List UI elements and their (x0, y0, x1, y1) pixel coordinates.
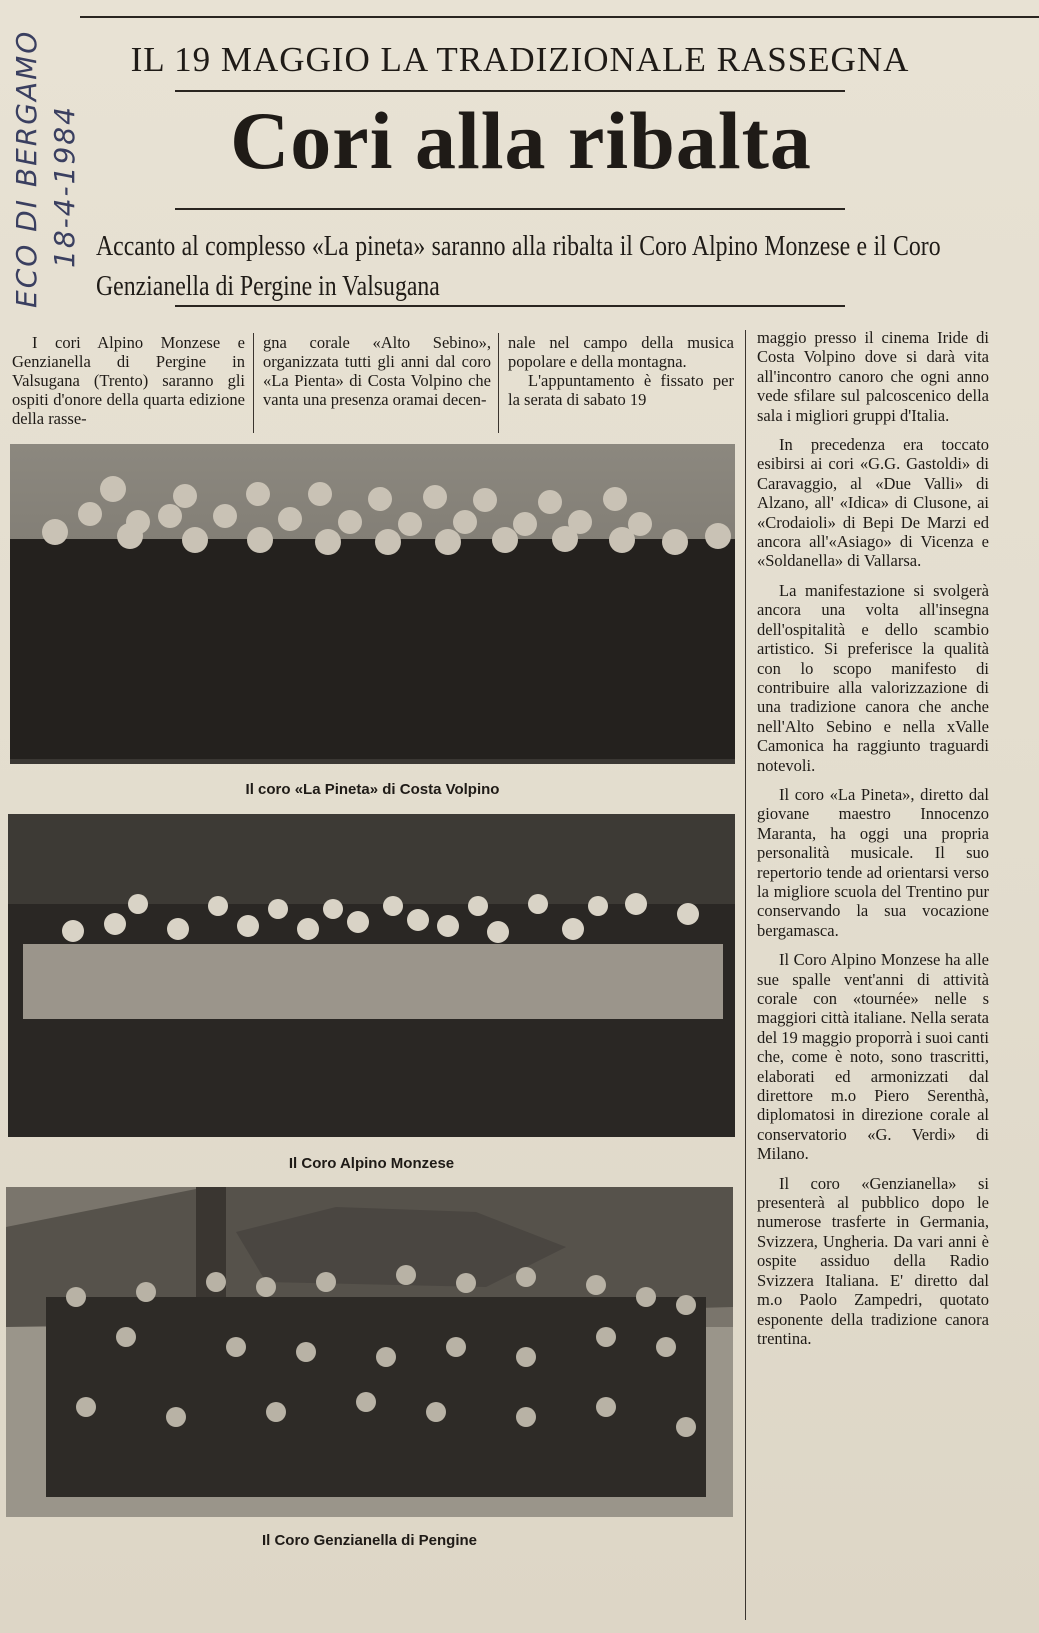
column-divider (253, 333, 254, 433)
text-column-right (757, 328, 989, 1358)
headline: Cori alla ribalta (230, 95, 812, 186)
choir-photo-dark (10, 444, 735, 764)
photo-caption: Il coro «La Pineta» di Costa Volpino (245, 781, 500, 798)
rule (175, 208, 845, 210)
column-divider (498, 333, 499, 433)
handwritten-note (4, 18, 86, 308)
column-text: nale nel campo della musica popolare e della montagna. (508, 333, 734, 371)
top-rule (80, 16, 1039, 18)
column-text: La manifestazione si svolgerà ancora una volta all'insegna dell'ospitalità e dello scambio artistico. Si preferisce la qualità con lo scopo manifesto di contribuire alla valorizzazione di una tradizione canora che anche nell'Alto Sebino e nella xValle Camonica ha raggiunto traguardi notevoli. (757, 580, 989, 775)
rule (175, 305, 845, 307)
photo-alpino-monzese (8, 814, 735, 1137)
column-text: I cori Alpino Monzese e Genzianella di Pergine in Valsugana (Trento) saranno gli ospiti d'onore della quarta edizione della rasse- (12, 333, 245, 428)
handwritten-date: 18-4-1984 (48, 105, 81, 268)
handwritten-source: ECO DI BERGAMO (10, 29, 43, 308)
photo-genzianella (6, 1187, 733, 1517)
photo-caption: Il Coro Genzianella di Pengine (261, 1532, 478, 1549)
photo-la-pineta (10, 444, 735, 764)
text-column-2 (263, 333, 491, 409)
text-column-1 (12, 333, 245, 428)
column-text: Il coro «Genzianella» si presenterà al pubblico dopo le numerose trasferte in Germania, Svizzera, Ungheria. Da vari anni è ospite assiduo della Radio Svizzera Italiana. E' diretto dal m.o Paolo Zampedri, quotato esponente della tradizione canora trentina. (757, 1173, 989, 1348)
column-text: In precedenza era toccato esibirsi ai cori «G.G. Gastoldi» di Caravaggio, al «Due Valli» di Alzano, all' «Idica» di Clusone, ai «Crodaioli» di Bepi De Marzi ed ancora all'«Asiago» di Vicenza e «Soldanella» di Vallarsa. (757, 435, 989, 571)
rule (175, 90, 845, 92)
column-text: L'appuntamento è fissato per la serata di sabato 19 (508, 371, 734, 409)
column-divider (745, 330, 746, 1620)
choir-photo-outdoor (6, 1187, 733, 1517)
photo-caption: Il Coro Alpino Monzese (288, 1155, 455, 1172)
column-text: Il coro «La Pineta», diretto dal giovane maestro Innocenzo Maranta, ha oggi una propria personalità musicale. Il suo repertorio tende ad orientarsi verso la migliore scuola del Trentino pur conservando la sua vocazione bergamasca. (757, 784, 989, 940)
choir-photo-light-shirts (8, 814, 735, 1137)
column-text: maggio presso il cinema Iride di Costa Volpino dove si darà vita all'incontro canoro che ogni anno vede sfilare sul palcoscenico della sala i migliori gruppi d'Italia. (757, 328, 989, 425)
text-column-3 (508, 333, 734, 409)
column-text: Il Coro Alpino Monzese ha alle sue spalle vent'anni di attività corale con «tournée» nelle s maggiori città italiane. Nella serata del 19 maggio proporrà i suoi canti che, come è noto, sono trascritti, elaborati ed armonizzati dal direttore m.o Piero Serenthà, diplomatosi in direzione corale al conservatorio «G. Verdi» di Milano. (757, 950, 989, 1164)
deck: Accanto al complesso «La pineta» saranno alla ribalta il Coro Alpino Monzese e il Coro Genzianella di Pergine in Valsugana (96, 230, 941, 302)
kicker: IL 19 MAGGIO LA TRADIZIONALE RASSEGNA (130, 40, 910, 79)
column-text: gna corale «Alto Sebino», organizzata tutti gli anni dal coro «La Pienta» di Costa Volpino che vanta una presenza oramai decen- (263, 333, 491, 409)
